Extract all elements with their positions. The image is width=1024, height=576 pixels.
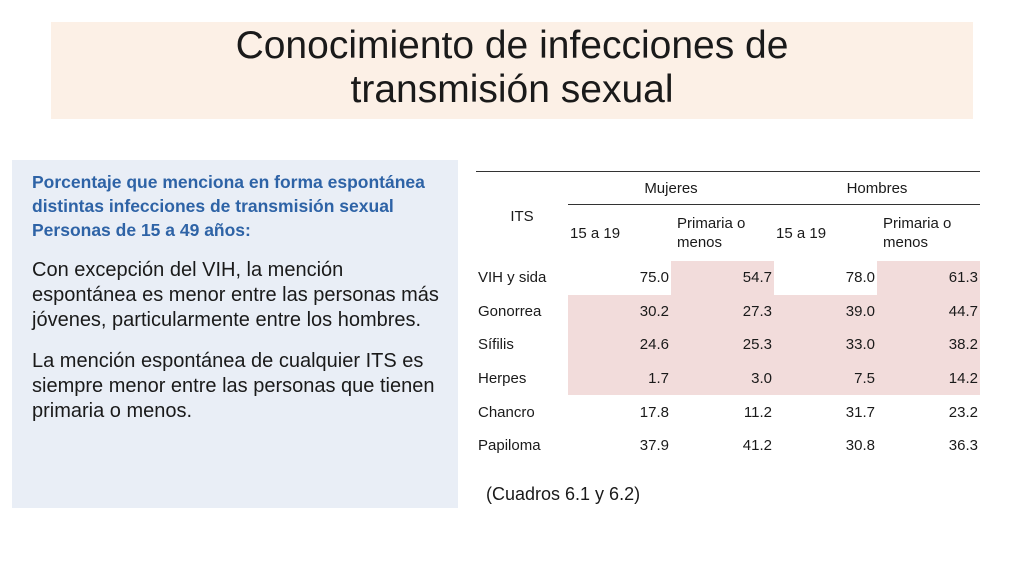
page-title (51, 24, 973, 112)
table-cell: 11.2 (743, 403, 772, 421)
table-row (476, 362, 980, 396)
table-row (476, 261, 980, 295)
header-its: ITS (476, 172, 568, 262)
table-cell: 14.2 (877, 362, 980, 396)
table-cell: 30.2 (568, 295, 671, 329)
table-cell: 31.7 (845, 403, 875, 421)
summary-box (12, 160, 458, 508)
table-cell: 7.5 (774, 362, 877, 396)
summary-paragraph-2: La mención espontánea de cualquier ITS es siempre menor entre las personas que tienen primaria o menos. (32, 350, 435, 422)
header-mujeres: Mujeres (568, 172, 774, 205)
table-cell: 39.0 (774, 295, 877, 329)
table-cell: 54.7 (671, 261, 774, 295)
table-cell: 38.2 (877, 328, 980, 362)
citation: (Cuadros 6.1 y 6.2) (486, 484, 641, 504)
header-mujeres-15a19: 15 a 19 (570, 224, 621, 242)
table-cell: 78.0 (845, 269, 875, 287)
title-line-1: Conocimiento de infecciones de (235, 24, 789, 67)
table-cell: 30.8 (845, 437, 875, 455)
row-label: Papiloma (478, 437, 541, 455)
header-hombres: Hombres (774, 172, 980, 205)
table-cell: 17.8 (639, 403, 669, 421)
table-cell: 25.3 (671, 328, 774, 362)
table-cell: 44.7 (877, 295, 980, 329)
table-cell: 23.2 (948, 403, 978, 421)
summary-paragraph-1: Con excepción del VIH, la mención espontánea es menor entre las personas más jóvenes, particularmente entre los hombres. (32, 259, 439, 331)
summary-heading: Porcentaje que menciona en forma espontánea distintas infecciones de transmisión sexual Personas de 15 a 49 años: (32, 172, 425, 240)
table-cell: 37.9 (639, 437, 669, 455)
its-table (476, 171, 980, 463)
table-row (476, 328, 980, 362)
row-label: VIH y sida (478, 269, 547, 287)
table-body (476, 261, 980, 463)
row-label: Herpes (478, 370, 527, 388)
header-hombres-15a19: 15 a 19 (776, 224, 827, 242)
header-hombres-primaria: Primaria o menos (883, 215, 952, 251)
table-row (476, 429, 980, 463)
table-cell: 27.3 (671, 295, 774, 329)
row-label: Sífilis (478, 336, 514, 354)
table-header-row-groups (476, 172, 980, 205)
table-cell: 36.3 (948, 437, 978, 455)
table-cell: 24.6 (568, 328, 671, 362)
table-cell: 33.0 (774, 328, 877, 362)
table-cell: 3.0 (671, 362, 774, 396)
header-mujeres-primaria: Primaria o menos (677, 215, 746, 251)
row-label: Gonorrea (478, 302, 542, 320)
table-cell: 1.7 (568, 362, 671, 396)
table-cell: 61.3 (877, 261, 980, 295)
title-line-2: transmisión sexual (350, 68, 674, 111)
table-row (476, 395, 980, 429)
table-row (476, 295, 980, 329)
table-cell: 41.2 (742, 437, 772, 455)
table-cell: 75.0 (639, 269, 669, 287)
row-label: Chancro (478, 403, 535, 421)
